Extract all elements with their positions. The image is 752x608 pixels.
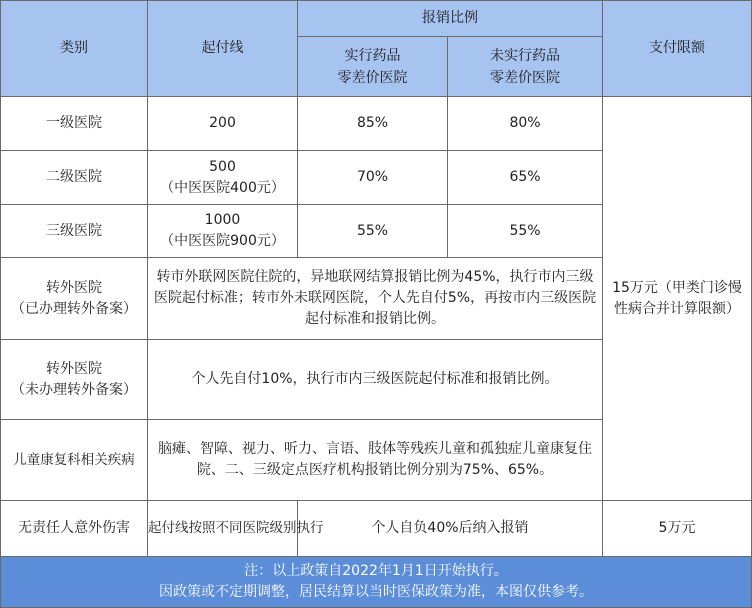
transfer-unfiled-label: 转外医院 (46, 360, 102, 377)
child-rehab-category: 儿童康复科相关疾病 (1, 420, 148, 501)
level3-deductible-tcm: （中医医院900元） (160, 233, 285, 249)
transfer-filed-label: 转外医院 (46, 279, 102, 296)
level1-nonimpl-ratio: 80% (448, 97, 603, 151)
level2-deductible-amount: 500 (209, 158, 236, 175)
accident-deductible: 起付线按照不同医院级别执行 (148, 501, 298, 557)
level2-deductible-tcm: （中医医院400元） (160, 179, 285, 196)
transfer-filed-note: （已办理转外备案） (11, 300, 137, 317)
level3-impl-ratio: 55% (298, 205, 448, 258)
level1-category: 一级医院 (1, 97, 148, 151)
header-impl-line1: 实行药品 (344, 47, 401, 64)
header-impl-zero-markup (298, 37, 448, 97)
transfer-unfiled-desc: 个人先自付10%，执行市内三级医院起付标准和报销比例。 (148, 340, 603, 420)
level3-nonimpl-ratio: 55% (448, 205, 603, 258)
footer-line-2: 因政策或不定期调整，居民结算以当时医保政策为准，本图仅供参考。 (159, 584, 593, 600)
header-row-1 (1, 1, 752, 37)
header-deductible: 起付线 (148, 1, 298, 97)
level2-category: 二级医院 (1, 151, 148, 205)
transfer-unfiled-note: （未办理转外备案） (11, 381, 137, 398)
header-impl-line2: 零差价医院 (337, 69, 408, 86)
level3-deductible (148, 205, 298, 258)
header-reimbursement-ratio: 报销比例 (298, 1, 603, 37)
level3-deductible-amount: 1000 (204, 212, 241, 228)
footer-line-1: 注：以上政策自2022年1月1日开始执行。 (244, 563, 508, 579)
transfer-unfiled-category (1, 340, 148, 420)
footer-row (1, 557, 752, 608)
level2-nonimpl-ratio: 65% (448, 151, 603, 205)
level3-category: 三级医院 (1, 205, 148, 258)
shared-limit-text: 15万元（甲类门诊慢性病合并计算限额） (612, 279, 742, 317)
accident-category: 无责任人意外伤害 (1, 501, 148, 557)
shared-payment-limit (603, 97, 752, 501)
header-category: 类别 (1, 1, 148, 97)
level1-deductible: 200 (148, 97, 298, 151)
footer-note (1, 557, 752, 608)
header-nonimpl-zero-markup (448, 37, 603, 97)
level1-impl-ratio: 85% (298, 97, 448, 151)
transfer-filed-desc: 转市外联网医院住院的，异地联网结算报销比例为45%，执行市内三级医院起付标准；转市外未联网医院，个人先自付5%，再按市内三级医院起付标准和报销比例。 (148, 258, 603, 340)
accident-ratio: 个人自负40%后纳入报销 (298, 501, 603, 557)
transfer-filed-category (1, 258, 148, 340)
table-row (1, 501, 752, 557)
table-row (1, 97, 752, 151)
level2-impl-ratio: 70% (298, 151, 448, 205)
header-payment-limit: 支付限额 (603, 1, 752, 97)
child-rehab-desc: 脑瘫、智障、视力、听力、言语、肢体等残疾儿童和孤独症儿童康复住院、二、三级定点医疗机构报销比例分别为75%、65%。 (148, 420, 603, 501)
header-nonimpl-line2: 零差价医院 (490, 69, 560, 86)
accident-limit: 5万元 (603, 501, 752, 557)
header-nonimpl-line1: 未实行药品 (490, 47, 560, 64)
level2-deductible (148, 151, 298, 205)
